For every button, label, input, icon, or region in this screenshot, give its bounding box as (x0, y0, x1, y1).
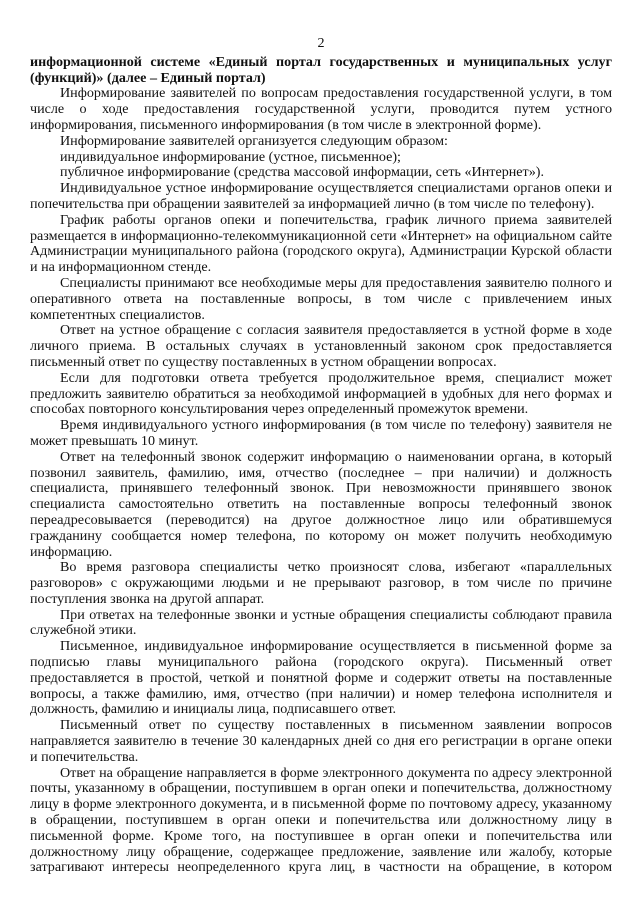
paragraph: Время индивидуального устного информирования (в том числе по телефону) заявителя не может превышать 10 минут. (30, 417, 612, 449)
paragraph: Во время разговора специалисты четко произносят слова, избегают «параллельных разговоров» с окружающими людьми и не прерывают разговор, в том числе по причине поступления звонка на другой аппарат. (30, 559, 612, 607)
paragraph: Ответ на телефонный звонок содержит информацию о наименовании органа, в который позвонил заявитель, фамилию, имя, отчество (последнее – при наличии) и должность специалиста, принявшего телефонный звонок. При невозможности принявшего звонок специалиста самостоятельно ответить на поставленные вопросы телефонный звонок переадресовывается (переводится) на другое должностное лицо или обратившемуся гражданину сообщается номер телефона, по которому он может получить необходимую информацию. (30, 448, 612, 560)
section-heading-continuation: информационной системе «Единый портал государственных и муниципальных услуг (функций)» (далее – Единый портал) (30, 53, 612, 86)
paragraph: При ответах на телефонные звонки и устные обращения специалисты соблюдают правила служебной этики. (30, 606, 612, 639)
paragraph: Ответ на устное обращение с согласия заявителя предоставляется в устной форме в ходе личного приема. В остальных случаях в установленный законом срок предоставляется письменный ответ по существу поставленных в устном обращении вопросах. (30, 322, 612, 370)
paragraph: Специалисты принимают все необходимые меры для предоставления заявителю полного и оперативного ответа на поставленные вопросы, в том числе с привлечением иных компетентных специалистов. (30, 274, 612, 323)
paragraph: Если для подготовки ответа требуется продолжительное время, специалист может предложить заявителю обратиться за необходимой информацией в удобных для него формах и способах повторного консультирования через определенный промежуток времени. (30, 369, 612, 418)
document-body (30, 55, 612, 876)
paragraph: Письменный ответ по существу поставленных в письменном заявлении вопросов направляется заявителю в течение 30 календарных дней со дня его регистрации в органе опеки и попечительства. (30, 717, 612, 765)
paragraph: Ответ на обращение направляется в форме электронного документа по адресу электронной почты, указанному в обращении, поступившем в орган опеки и попечительства, должностному лицу в форме электронного документа, и в письменной форме по почтовому адресу, указанному в обращении, поступившем в орган опеки и попечительства или должностному лицу в письменной форме. Кроме того, на поступившее в орган опеки и попечительства или должностному лицу обращение, содержащее предложение, заявление или жалобу, которые затрагивают интересы неопределенного круга лиц, в частности на обращение, в котором (30, 764, 612, 876)
paragraph: публичное информирование (средства массовой информации, сеть «Интернет»). (60, 164, 544, 181)
paragraph: Индивидуальное устное информирование осуществляется специалистами органов опеки и попечительства при обращении заявителей за информацией лично (в том числе по телефону). (30, 180, 612, 212)
paragraph: Письменное, индивидуальное информирование осуществляется в письменной форме за подписью главы муниципального района (городского округа). Письменный ответ предоставляется в простой, четкой и понятной форме и содержит ответы на поставленные вопросы, а также фамилию, имя, отчество (при наличии) и номер телефона исполнителя и должность, фамилию и инициалы лица, подписавшего ответ. (30, 638, 612, 718)
page-number: 2 (317, 35, 325, 51)
paragraph: Информирование заявителей по вопросам предоставления государственной услуги, в том числе о ходе предоставления государственной услуги, проводится путем устного информирования, письменного информирования (в том числе в электронной форме). (30, 85, 612, 133)
paragraph: График работы органов опеки и попечительства, график личного приема заявителей размещается в информационно-телекоммуникационной сети «Интернет» на официальном сайте Администрации муниципального района (городского округа), Администрации Курской области и на информационном стенде. (30, 211, 612, 276)
paragraph: индивидуальное информирование (устное, письменное); (60, 148, 401, 165)
paragraph: Информирование заявителей организуется следующим образом: (60, 132, 448, 149)
